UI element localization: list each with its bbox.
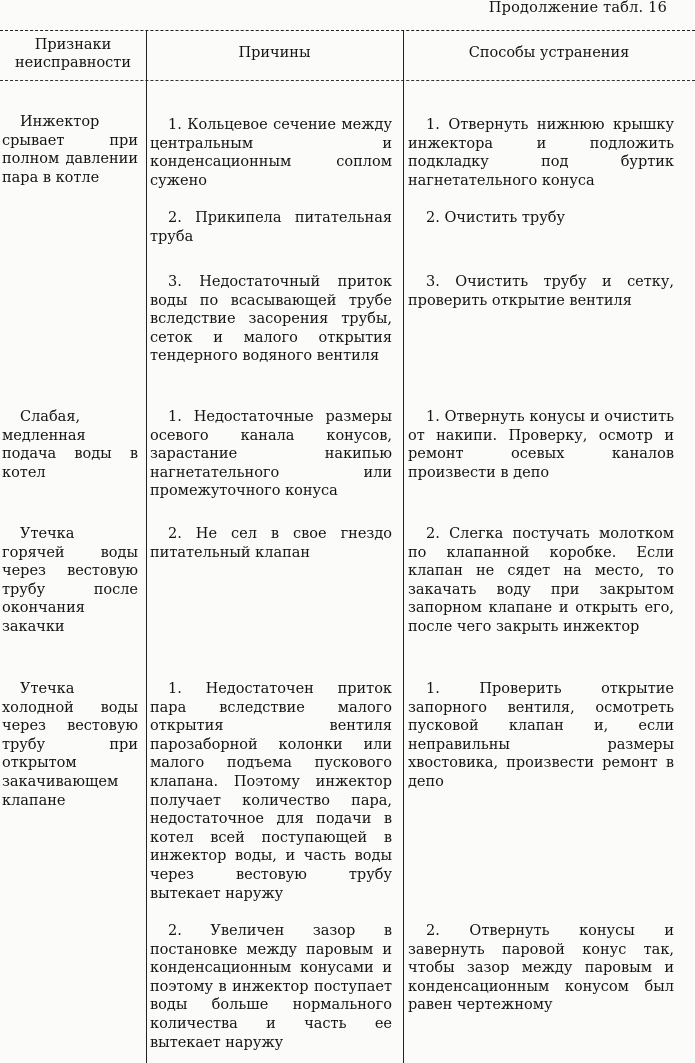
remedy-cell: 1. Проверить открытие запорного вентиля, осмотреть пусковой клапан и, если неправильны размеры хвостовика, произвести ремонт в депо <box>408 681 674 790</box>
cause-cell: 2. Увеличен зазор в постановке между паровым и конденсационным конусами и поэтому в инжектор поступает воды больше нормального количества и часть ее вытекает наружу <box>150 923 392 1051</box>
header-symptoms: Признаки неисправности <box>15 37 131 71</box>
symptom-cell: Слабая, медленная подача воды в котел <box>2 409 138 481</box>
cause-cell: 2. Прикипела питательная труба <box>150 210 392 245</box>
remedy-cell: 1. Отвернуть конусы и очистить от накипи. Проверку, осмотр и ремонт осевых каналов произвести в депо <box>408 409 674 481</box>
remedy-cell: 3. Очистить трубу и сетку, проверить открытие вентиля <box>408 274 674 309</box>
table-top-rule <box>0 30 695 31</box>
cause-cell: 1. Кольцевое сечение между центральным и конденсационным соплом сужено <box>150 117 392 189</box>
remedy-cell: 2. Очистить трубу <box>426 210 566 226</box>
header-remedies: Способы устранения <box>468 45 630 61</box>
column-divider <box>403 30 404 1063</box>
cause-cell: 2. Не сел в свое гнездо питательный клапан <box>150 526 392 561</box>
symptom-cell: Инжектор срывает при полном давлении пара в котле <box>2 114 138 186</box>
cause-cell: 1. Недостаточные размеры осевого канала конусов, зарастание накипью нагнетательного или промежуточного конуса <box>150 409 392 500</box>
cause-cell: 1. Недостаточен приток пара вследствие малого открытия вентиля парозаборной колонки или малого подъема пускового клапана. Поэтому инжектор получает количество пара, недостаточное для подачи в котел всей поступающей в инжектор воды, и часть воды через вестовую трубу вытекает наружу <box>150 681 392 902</box>
header-causes: Причины <box>238 45 311 61</box>
cause-cell: 3. Недостаточный приток воды по всасывающей трубе вследствие засорения трубы, сеток и малого открытия тендерного водяного вентиля <box>150 274 392 365</box>
column-divider <box>146 30 147 1063</box>
symptom-cell: Утечка холодной воды через вестовую трубу при открытом закачивающем клапане <box>2 681 138 809</box>
symptom-cell: Утечка горячей воды через вестовую трубу после окончания закачки <box>2 526 138 635</box>
header-rule <box>0 80 695 81</box>
table-caption: Продолжение табл. 16 <box>488 0 667 16</box>
remedy-cell: 2. Отвернуть конусы и завернуть паровой конус так, чтобы зазор между паровым и конденсационным конусом был равен чертежному <box>408 923 674 1014</box>
remedy-cell: 2. Слегка постучать молотком по клапанной коробке. Если клапан не сядет на место, то закачать воду при закрытом запорном клапане и открыть его, после чего закрыть инжектор <box>408 526 674 635</box>
remedy-cell: 1. Отвернуть нижнюю крышку инжектора и подложить подкладку под буртик нагнетательного конуса <box>408 117 674 189</box>
